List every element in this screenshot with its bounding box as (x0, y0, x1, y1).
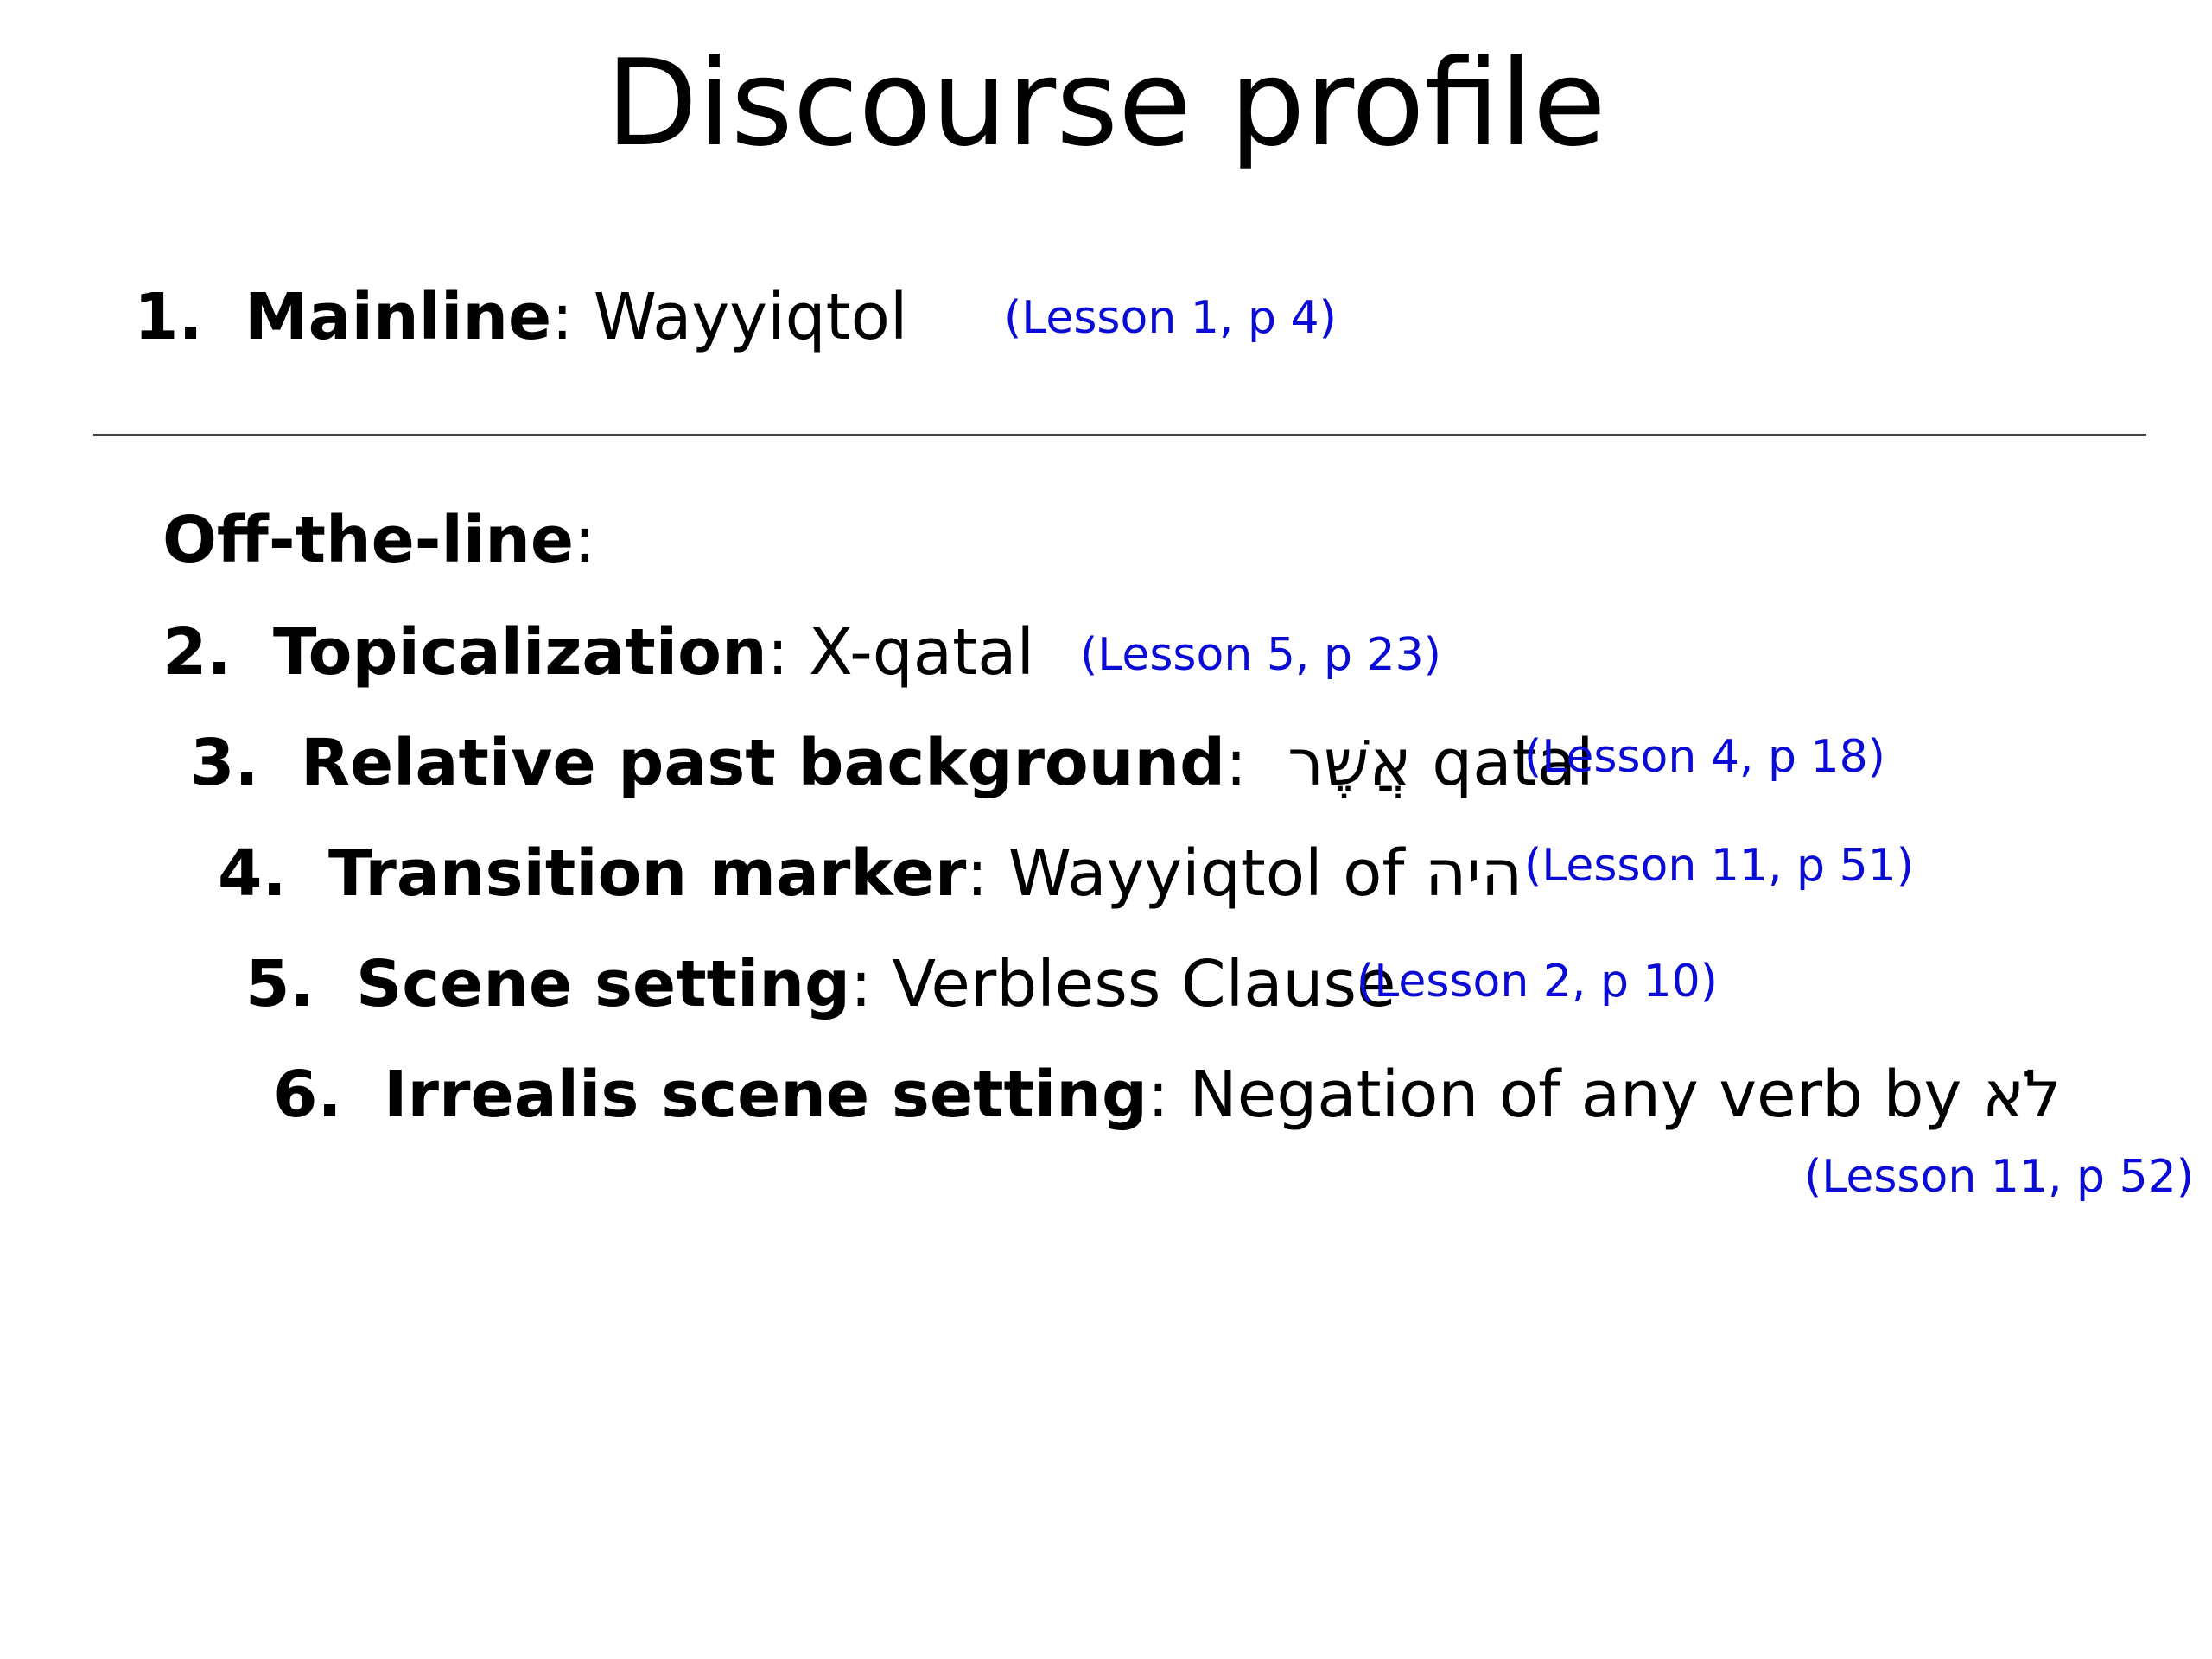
item-sep: : (766, 615, 789, 690)
item-number: 3. (190, 726, 259, 800)
item-term: Transition marker (328, 836, 967, 911)
hebrew-word: היה (1424, 836, 1523, 911)
item-sep: : (1225, 726, 1248, 800)
divider-line (93, 434, 2146, 436)
slide-title: Discourse profile (606, 34, 1606, 173)
item-sep: : (1147, 1058, 1169, 1132)
item-number: 6. (273, 1058, 342, 1132)
mainline-item (134, 278, 907, 356)
hebrew-word: אֲשֶׁר (1287, 726, 1412, 800)
item-desc: qatal (1411, 726, 1594, 800)
transition-marker-reference: (Lesson 11, p 51) (1524, 840, 1915, 892)
item-desc: X-qatal (788, 615, 1035, 690)
heading-term: Off-the-line (162, 503, 575, 577)
item-sep: : (551, 280, 574, 354)
mainline-reference: (Lesson 1, p 4) (1004, 292, 1337, 344)
scene-setting-reference: (Lesson 2, p 10) (1357, 956, 1718, 1007)
topicalization-reference: (Lesson 5, p 23) (1080, 629, 1441, 681)
relative-past-background-item (190, 724, 1594, 802)
item-desc: Negation of any verb by (1168, 1058, 1982, 1132)
off-the-line-heading (162, 501, 595, 579)
transition-marker-item (218, 835, 1522, 912)
heading-sep: : (574, 503, 596, 577)
item-sep: : (849, 947, 872, 1021)
item-term: Mainline (245, 280, 552, 354)
item-number: 5. (245, 947, 315, 1021)
item-number: 4. (218, 836, 287, 911)
item-term: Topicalization (273, 615, 767, 690)
topicalization-item (162, 613, 1034, 691)
relative-past-background-reference: (Lesson 4, p 18) (1524, 731, 1885, 783)
item-sep: : (966, 836, 988, 911)
irrealis-scene-setting-item (273, 1056, 2061, 1134)
item-term: Relative past background (301, 726, 1226, 800)
item-desc: Wayyiqtol of (988, 836, 1425, 911)
item-number: 1. (134, 280, 203, 354)
item-desc: Verbless Clause (871, 947, 1396, 1021)
item-number: 2. (162, 615, 232, 690)
item-term: Irrealis scene setting (384, 1058, 1147, 1132)
item-term: Scene setting (356, 947, 850, 1021)
irrealis-scene-setting-reference: (Lesson 11, p 52) (1804, 1151, 2195, 1203)
scene-setting-item (245, 945, 1396, 1023)
item-desc: Wayyiqtol (573, 280, 908, 354)
hebrew-word: לֹא (1981, 1058, 2062, 1132)
